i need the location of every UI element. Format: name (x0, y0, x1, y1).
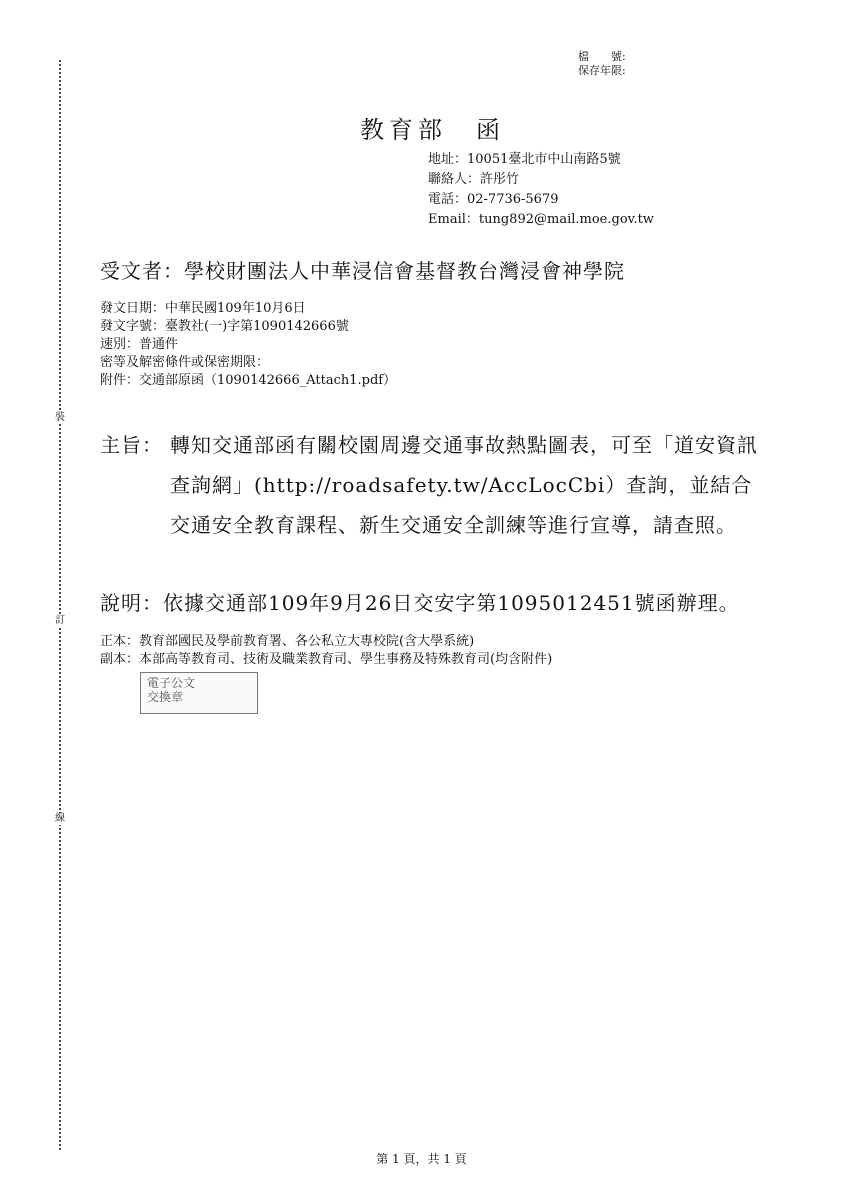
subject-label: 主旨： (100, 433, 163, 457)
cc-recipients: 副本：本部高等教育司、技術及職業教育司、學生事務及特殊教育司(均含附件) (100, 652, 553, 667)
sender-contact: 聯絡人：許彤竹 (428, 172, 520, 187)
attachment-link[interactable]: 附件：交通部原函（1090142666_Attach1.pdf） (100, 373, 397, 388)
secrecy-level: 密等及解密條件或保密期限： (100, 355, 270, 370)
retention-period-label: 保存年限: (578, 64, 626, 77)
document-meta (100, 300, 396, 390)
page-number: 第 1 頁，共 1 頁 (376, 1152, 467, 1166)
document-number: 發文字號：臺教社(一)字第1090142666號 (100, 319, 349, 334)
subject-text: 轉知交通部函有關校園周邊交通事故熱點圖表，可至「道安資訊查詢網」(http://roadsafety.tw/AccLocCbi）查詢，並結合交通安全教育課程、新生交通安全訓練等進行宣導，請查照。 (170, 433, 758, 537)
binding-mark-zhuang: 裝 (55, 412, 65, 423)
delivery-speed: 速別：普通件 (100, 337, 179, 352)
sender-phone: 電話：02-7736-5679 (428, 192, 559, 207)
exchange-stamp (140, 672, 258, 714)
file-meta (578, 50, 626, 78)
stamp-line-1: 電子公文 (147, 676, 196, 690)
sender-address: 地址：10051臺北市中山南路5號 (428, 152, 621, 167)
binding-mark-ding: 訂 (55, 615, 65, 626)
binding-mark-xian: 線 (55, 813, 65, 824)
sender-info (428, 150, 654, 230)
document-title: 教育部 函 (360, 116, 505, 144)
binding-dotted-line (59, 60, 61, 1150)
issue-date: 發文日期：中華民國109年10月6日 (100, 301, 306, 316)
sender-email: Email：tung892@mail.moe.gov.tw (428, 212, 654, 227)
stamp-line-2: 交換章 (147, 690, 184, 704)
recipient: 受文者：學校財團法人中華浸信會基督教台灣浸會神學院 (100, 259, 625, 283)
main-recipients: 正本：教育部國民及學前教育署、各公私立大專校院(含大學系統) (100, 634, 475, 649)
archive-number-label: 檔 號: (578, 50, 626, 63)
distribution-list (100, 633, 552, 669)
description: 說明：依據交通部109年9月26日交安字第1095012451號函辦理。 (100, 591, 740, 615)
